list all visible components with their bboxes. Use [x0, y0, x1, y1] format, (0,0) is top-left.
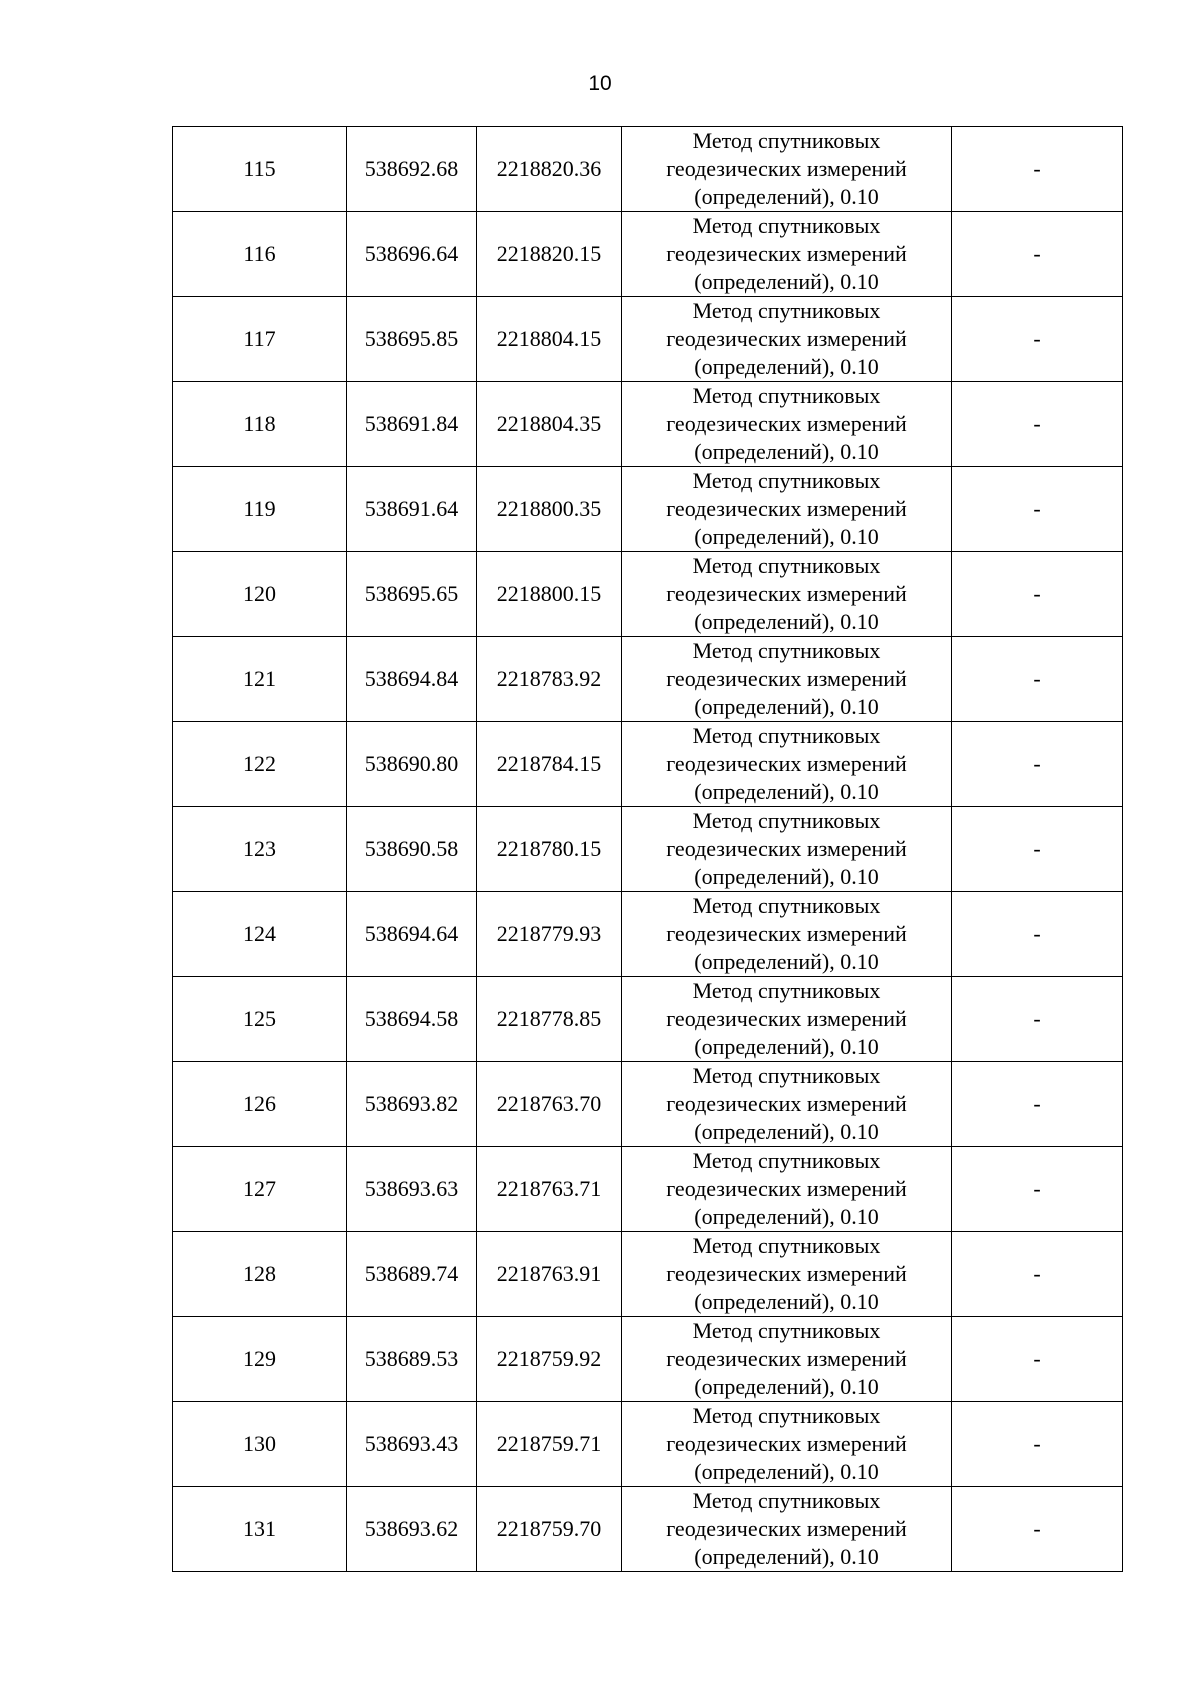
x-coordinate-cell: 538695.65 — [347, 552, 477, 637]
note-cell: - — [952, 977, 1123, 1062]
method-text-line: геодезических измерений — [666, 751, 907, 776]
table-row — [173, 1062, 1123, 1147]
method-text-line: (определений), 0.10 — [694, 354, 879, 379]
method-text-line: геодезических измерений — [666, 921, 907, 946]
method-text-line: Метод спутниковых — [692, 638, 881, 663]
method-text-line: геодезических измерений — [666, 1431, 907, 1456]
method-text-line: (определений), 0.10 — [694, 184, 879, 209]
method-text-line: геодезических измерений — [666, 1261, 907, 1286]
point-number-cell: 123 — [173, 807, 347, 892]
method-cell — [622, 467, 952, 552]
x-coordinate-cell: 538689.53 — [347, 1317, 477, 1402]
table-row — [173, 297, 1123, 382]
method-text-line: (определений), 0.10 — [694, 609, 879, 634]
point-number-cell: 121 — [173, 637, 347, 722]
x-coordinate-cell: 538691.84 — [347, 382, 477, 467]
method-cell — [622, 1402, 952, 1487]
method-cell — [622, 552, 952, 637]
note-cell: - — [952, 637, 1123, 722]
method-text-line: Метод спутниковых — [692, 128, 881, 153]
table-row — [173, 1402, 1123, 1487]
y-coordinate-cell: 2218820.15 — [477, 212, 622, 297]
method-text-line: геодезических измерений — [666, 241, 907, 266]
method-text-line: (определений), 0.10 — [694, 524, 879, 549]
table-row — [173, 637, 1123, 722]
method-text-line: Метод спутниковых — [692, 213, 881, 238]
y-coordinate-cell: 2218804.35 — [477, 382, 622, 467]
note-cell: - — [952, 722, 1123, 807]
method-text-line: (определений), 0.10 — [694, 1289, 879, 1314]
method-text-line: Метод спутниковых — [692, 553, 881, 578]
point-number-cell: 129 — [173, 1317, 347, 1402]
x-coordinate-cell: 538689.74 — [347, 1232, 477, 1317]
method-text-line: геодезических измерений — [666, 1176, 907, 1201]
y-coordinate-cell: 2218759.92 — [477, 1317, 622, 1402]
note-cell: - — [952, 1232, 1123, 1317]
method-text-line: геодезических измерений — [666, 1091, 907, 1116]
method-text-line: геодезических измерений — [666, 666, 907, 691]
point-number-cell: 124 — [173, 892, 347, 977]
y-coordinate-cell: 2218780.15 — [477, 807, 622, 892]
method-text-line: Метод спутниковых — [692, 1148, 881, 1173]
method-text-line: (определений), 0.10 — [694, 1204, 879, 1229]
y-coordinate-cell: 2218783.92 — [477, 637, 622, 722]
note-cell: - — [952, 467, 1123, 552]
y-coordinate-cell: 2218759.70 — [477, 1487, 622, 1572]
table-row — [173, 892, 1123, 977]
table-row — [173, 382, 1123, 467]
x-coordinate-cell: 538692.68 — [347, 127, 477, 212]
method-text-line: Метод спутниковых — [692, 1318, 881, 1343]
table-row — [173, 977, 1123, 1062]
x-coordinate-cell: 538694.58 — [347, 977, 477, 1062]
method-text-line: (определений), 0.10 — [694, 864, 879, 889]
method-cell — [622, 127, 952, 212]
x-coordinate-cell: 538693.43 — [347, 1402, 477, 1487]
note-cell: - — [952, 1147, 1123, 1232]
y-coordinate-cell: 2218800.15 — [477, 552, 622, 637]
method-cell — [622, 807, 952, 892]
x-coordinate-cell: 538694.64 — [347, 892, 477, 977]
method-text-line: Метод спутниковых — [692, 298, 881, 323]
method-text-line: Метод спутниковых — [692, 723, 881, 748]
point-number-cell: 117 — [173, 297, 347, 382]
note-cell: - — [952, 1402, 1123, 1487]
x-coordinate-cell: 538690.80 — [347, 722, 477, 807]
method-cell — [622, 1487, 952, 1572]
note-cell: - — [952, 552, 1123, 637]
x-coordinate-cell: 538690.58 — [347, 807, 477, 892]
point-number-cell: 125 — [173, 977, 347, 1062]
x-coordinate-cell: 538691.64 — [347, 467, 477, 552]
x-coordinate-cell: 538693.62 — [347, 1487, 477, 1572]
table-row — [173, 552, 1123, 637]
method-text-line: Метод спутниковых — [692, 978, 881, 1003]
method-cell — [622, 212, 952, 297]
method-cell — [622, 1317, 952, 1402]
y-coordinate-cell: 2218763.91 — [477, 1232, 622, 1317]
method-text-line: Метод спутниковых — [692, 1063, 881, 1088]
note-cell: - — [952, 212, 1123, 297]
point-number-cell: 126 — [173, 1062, 347, 1147]
table-row — [173, 722, 1123, 807]
method-text-line: (определений), 0.10 — [694, 1459, 879, 1484]
method-text-line: Метод спутниковых — [692, 1233, 881, 1258]
method-text-line: геодезических измерений — [666, 1006, 907, 1031]
method-text-line: геодезических измерений — [666, 326, 907, 351]
y-coordinate-cell: 2218779.93 — [477, 892, 622, 977]
method-text-line: геодезических измерений — [666, 1516, 907, 1541]
method-text-line: геодезических измерений — [666, 1346, 907, 1371]
y-coordinate-cell: 2218778.85 — [477, 977, 622, 1062]
x-coordinate-cell: 538693.63 — [347, 1147, 477, 1232]
x-coordinate-cell: 538695.85 — [347, 297, 477, 382]
method-cell — [622, 297, 952, 382]
method-text-line: (определений), 0.10 — [694, 949, 879, 974]
x-coordinate-cell: 538693.82 — [347, 1062, 477, 1147]
y-coordinate-cell: 2218763.70 — [477, 1062, 622, 1147]
method-text-line: Метод спутниковых — [692, 808, 881, 833]
method-text-line: геодезических измерений — [666, 496, 907, 521]
point-number-cell: 128 — [173, 1232, 347, 1317]
method-cell — [622, 382, 952, 467]
method-cell — [622, 977, 952, 1062]
point-number-cell: 115 — [173, 127, 347, 212]
point-number-cell: 118 — [173, 382, 347, 467]
note-cell: - — [952, 892, 1123, 977]
method-text-line: Метод спутниковых — [692, 1403, 881, 1428]
method-text-line: Метод спутниковых — [692, 468, 881, 493]
note-cell: - — [952, 1317, 1123, 1402]
point-number-cell: 131 — [173, 1487, 347, 1572]
method-text-line: Метод спутниковых — [692, 1488, 881, 1513]
method-text-line: (определений), 0.10 — [694, 1374, 879, 1399]
table-row — [173, 1487, 1123, 1572]
method-cell — [622, 637, 952, 722]
method-text-line: (определений), 0.10 — [694, 1119, 879, 1144]
point-number-cell: 119 — [173, 467, 347, 552]
method-text-line: Метод спутниковых — [692, 893, 881, 918]
method-cell — [622, 1062, 952, 1147]
coordinates-table-body — [173, 127, 1123, 1572]
method-cell — [622, 722, 952, 807]
method-text-line: (определений), 0.10 — [694, 1544, 879, 1569]
table-row — [173, 127, 1123, 212]
table-row — [173, 212, 1123, 297]
method-text-line: геодезических измерений — [666, 411, 907, 436]
table-row — [173, 1317, 1123, 1402]
method-text-line: (определений), 0.10 — [694, 439, 879, 464]
note-cell: - — [952, 127, 1123, 212]
table-row — [173, 807, 1123, 892]
y-coordinate-cell: 2218820.36 — [477, 127, 622, 212]
note-cell: - — [952, 807, 1123, 892]
y-coordinate-cell: 2218804.15 — [477, 297, 622, 382]
method-cell — [622, 1232, 952, 1317]
y-coordinate-cell: 2218759.71 — [477, 1402, 622, 1487]
method-text-line: геодезических измерений — [666, 836, 907, 861]
method-text-line: (определений), 0.10 — [694, 1034, 879, 1059]
table-row — [173, 1232, 1123, 1317]
y-coordinate-cell: 2218800.35 — [477, 467, 622, 552]
note-cell: - — [952, 1487, 1123, 1572]
y-coordinate-cell: 2218763.71 — [477, 1147, 622, 1232]
point-number-cell: 116 — [173, 212, 347, 297]
point-number-cell: 120 — [173, 552, 347, 637]
method-cell — [622, 1147, 952, 1232]
method-text-line: геодезических измерений — [666, 581, 907, 606]
method-text-line: (определений), 0.10 — [694, 269, 879, 294]
note-cell: - — [952, 297, 1123, 382]
coordinates-table — [172, 126, 1123, 1572]
method-text-line: (определений), 0.10 — [694, 779, 879, 804]
page-number: 10 — [588, 72, 612, 95]
x-coordinate-cell: 538696.64 — [347, 212, 477, 297]
y-coordinate-cell: 2218784.15 — [477, 722, 622, 807]
table-row — [173, 1147, 1123, 1232]
method-text-line: геодезических измерений — [666, 156, 907, 181]
method-text-line: Метод спутниковых — [692, 383, 881, 408]
point-number-cell: 122 — [173, 722, 347, 807]
method-text-line: (определений), 0.10 — [694, 694, 879, 719]
method-cell — [622, 892, 952, 977]
note-cell: - — [952, 382, 1123, 467]
note-cell: - — [952, 1062, 1123, 1147]
point-number-cell: 127 — [173, 1147, 347, 1232]
table-row — [173, 467, 1123, 552]
point-number-cell: 130 — [173, 1402, 347, 1487]
x-coordinate-cell: 538694.84 — [347, 637, 477, 722]
